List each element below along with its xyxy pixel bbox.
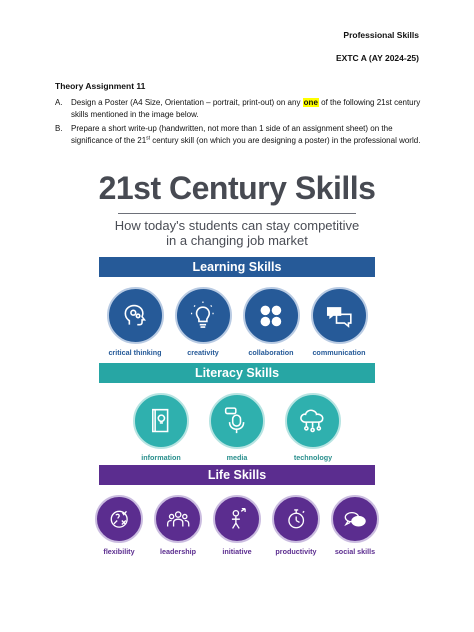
head-gears-icon [107,287,164,344]
assignment-item-a [55,97,425,121]
life-skills-row [99,495,375,556]
course-title: Professional Skills [343,30,419,40]
skill-communication [311,287,368,357]
subtitle-line-2: in a changing job market [166,233,308,248]
highlighted-word: one [303,98,318,107]
people-group-icon [154,495,202,543]
choices-icon [95,495,143,543]
skill-label: technology [293,453,333,462]
assignment-item-b [55,123,425,147]
skill-creativity [175,287,232,357]
class-title: EXTC A (AY 2024-25) [336,53,419,63]
literacy-skills-banner: Literacy Skills [99,363,375,383]
item-b-text-end: century skill (on which you are designing a poster) in the professional world. [150,136,421,145]
stopwatch-icon [272,495,320,543]
skill-flexibility [95,495,143,556]
item-a-text-end: of the following 21st century skills mentioned in the image below. [71,98,421,119]
skill-label: social skills [334,547,376,556]
life-skills-banner: Life Skills [99,465,375,485]
item-b-text [71,123,425,147]
item-a-label: A. [55,98,63,107]
skill-label: media [226,453,248,462]
speech-bubbles-icon [311,287,368,344]
skill-label: collaboration [248,348,294,357]
poster-title: 21st Century Skills [98,170,376,206]
hands-puzzle-icon [243,287,300,344]
skill-label: communication [312,348,366,357]
skill-productivity [272,495,320,556]
skill-initiative [213,495,261,556]
skill-label: initiative [222,547,252,556]
subtitle-line-1: How today's students can stay competitive [114,218,360,233]
poster-divider [118,213,356,214]
skill-collaboration [243,287,300,357]
learning-skills-banner: Learning Skills [99,257,375,277]
skill-social-skills [331,495,379,556]
chat-bubbles-icon [331,495,379,543]
cloud-network-icon [285,393,341,449]
item-a-text-start: Design a Poster (A4 Size, Orientation – portrait, print-out) on any [71,98,303,107]
microphone-icon [209,393,265,449]
lightbulb-icon [175,287,232,344]
skill-technology [285,393,341,462]
assignment-title: Theory Assignment 11 [55,81,146,91]
skill-media [209,393,265,462]
item-b-text-start: Prepare a short write-up (handwritten, not more than 1 side of an assignment sheet) on the significance of the 21 [71,124,393,145]
skill-label: flexibility [103,547,135,556]
book-icon [133,393,189,449]
literacy-skills-row [99,393,375,462]
skill-leadership [154,495,202,556]
skill-information [133,393,189,462]
skill-label: productivity [275,547,317,556]
skill-label: information [141,453,181,462]
skill-label: leadership [160,547,196,556]
item-a-text [71,97,425,121]
skill-label: creativity [187,348,219,357]
skill-critical-thinking [107,287,164,357]
skill-label: critical thinking [108,348,162,357]
item-b-label: B. [55,124,63,133]
poster-subtitle [0,218,474,248]
learning-skills-row [99,287,375,357]
person-arrow-icon [213,495,261,543]
ordinal-superscript: st [146,135,151,142]
